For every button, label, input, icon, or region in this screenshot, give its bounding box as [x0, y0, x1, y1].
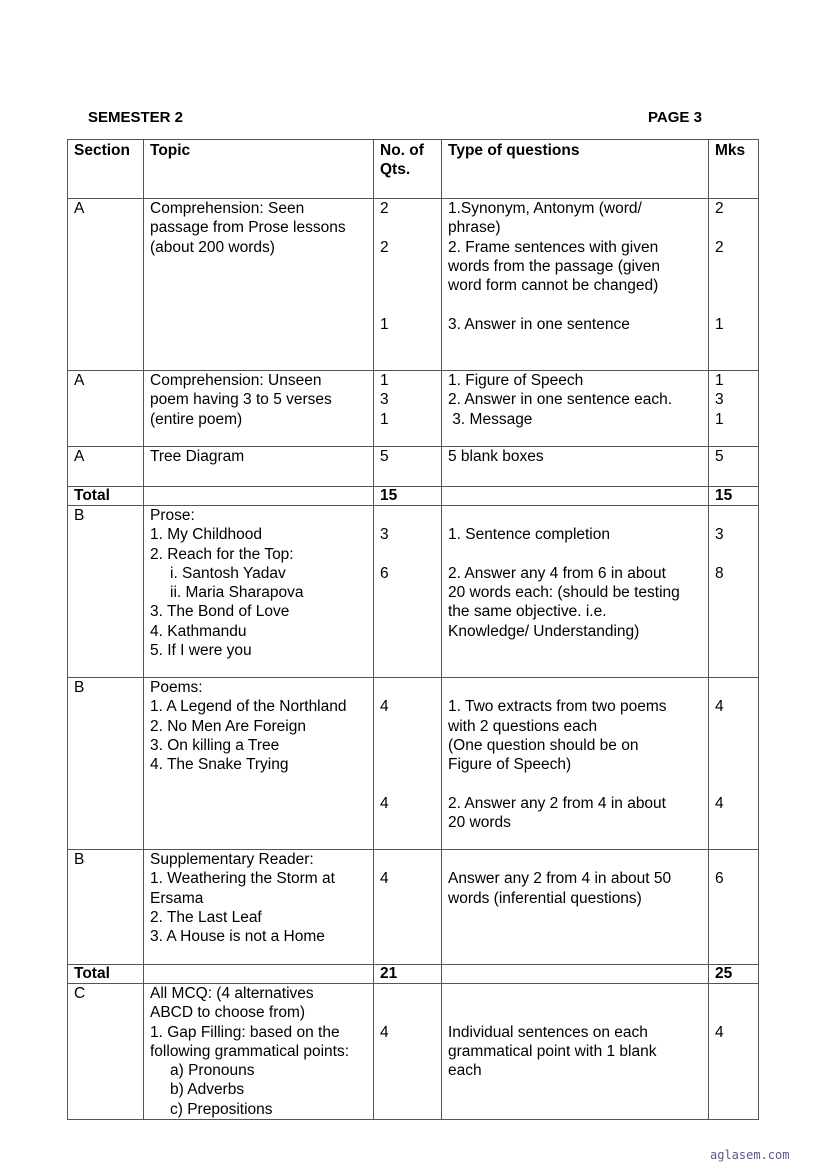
marks-cell: 6: [709, 850, 759, 965]
table-row: [68, 678, 759, 850]
table-row: [68, 850, 759, 965]
column-header: Topic: [144, 140, 374, 199]
question-type-cell: Answer any 2 from 4 in about 50 words (inferential questions): [442, 850, 709, 965]
questions-count-cell: 5: [374, 447, 442, 487]
questions-count-cell: 4 4: [374, 678, 442, 850]
total-label: Total: [68, 487, 144, 506]
questions-count-cell: 3 6: [374, 506, 442, 678]
marks-cell: 3 8: [709, 506, 759, 678]
semester-label: SEMESTER 2: [88, 109, 184, 126]
table-row: [68, 506, 759, 678]
table-row: [68, 371, 759, 447]
table-header-row: [68, 140, 759, 199]
column-header: Section: [68, 140, 144, 199]
questions-count-cell: 1 3 1: [374, 371, 442, 447]
column-header: Mks: [709, 140, 759, 199]
total-questions: 21: [374, 965, 442, 984]
section-cell: B: [68, 678, 144, 850]
total-questions: 15: [374, 487, 442, 506]
marks-cell: 4: [709, 984, 759, 1120]
questions-count-cell: 2 2 1: [374, 199, 442, 371]
marks-cell: 5: [709, 447, 759, 487]
section-cell: A: [68, 371, 144, 447]
topic-cell: Comprehension: Seen passage from Prose lessons (about 200 words): [144, 199, 374, 371]
section-cell: A: [68, 199, 144, 371]
question-type-cell: 1. Figure of Speech 2. Answer in one sentence each. 3. Message: [442, 371, 709, 447]
total-label: Total: [68, 965, 144, 984]
topic-cell: Supplementary Reader: 1. Weathering the Storm at Ersama 2. The Last Leaf 3. A House is not a Home: [144, 850, 374, 965]
section-cell: B: [68, 850, 144, 965]
questions-count-cell: 4: [374, 984, 442, 1120]
table-row: [68, 447, 759, 487]
question-type-cell: Individual sentences on each grammatical point with 1 blank each: [442, 984, 709, 1120]
question-type-cell: 1.Synonym, Antonym (word/ phrase) 2. Frame sentences with given words from the passage (given word form cannot be changed) 3. Answer in one sentence: [442, 199, 709, 371]
topic-cell: All MCQ: (4 alternatives ABCD to choose from) 1. Gap Filling: based on the following grammatical points: a) Pronouns b) Adverbs c) Prepositions: [144, 984, 374, 1120]
question-type-cell: 1. Two extracts from two poems with 2 questions each (One question should be on Figure of Speech) 2. Answer any 2 from 4 in about 20 words: [442, 678, 709, 850]
marks-cell: 2 2 1: [709, 199, 759, 371]
column-header: No. of Qts.: [374, 140, 442, 199]
topic-cell: Tree Diagram: [144, 447, 374, 487]
marks-cell: 4 4: [709, 678, 759, 850]
question-type-cell: 1. Sentence completion 2. Answer any 4 from 6 in about 20 words each: (should be testing the same objective. i.e. Knowledge/ Understanding): [442, 506, 709, 678]
total-marks: 25: [709, 965, 759, 984]
table-row: [68, 199, 759, 371]
topic-cell: Comprehension: Unseen poem having 3 to 5 verses (entire poem): [144, 371, 374, 447]
total-row: [68, 487, 759, 506]
topic-cell: Poems: 1. A Legend of the Northland 2. No Men Are Foreign 3. On killing a Tree 4. The Snake Trying: [144, 678, 374, 850]
watermark-footer: aglasem.com: [710, 1148, 790, 1162]
page-number: PAGE 3: [648, 109, 702, 126]
column-header: Type of questions: [442, 140, 709, 199]
total-marks: 15: [709, 487, 759, 506]
total-row: [68, 965, 759, 984]
question-pattern-table: [67, 139, 759, 1120]
table-row: [68, 984, 759, 1120]
question-type-cell: 5 blank boxes: [442, 447, 709, 487]
topic-cell: Prose: 1. My Childhood 2. Reach for the Top: i. Santosh Yadav ii. Maria Sharapova 3. The Bond of Love 4. Kathmandu 5. If I were you: [144, 506, 374, 678]
section-cell: A: [68, 447, 144, 487]
section-cell: C: [68, 984, 144, 1120]
section-cell: B: [68, 506, 144, 678]
questions-count-cell: 4: [374, 850, 442, 965]
marks-cell: 1 3 1: [709, 371, 759, 447]
